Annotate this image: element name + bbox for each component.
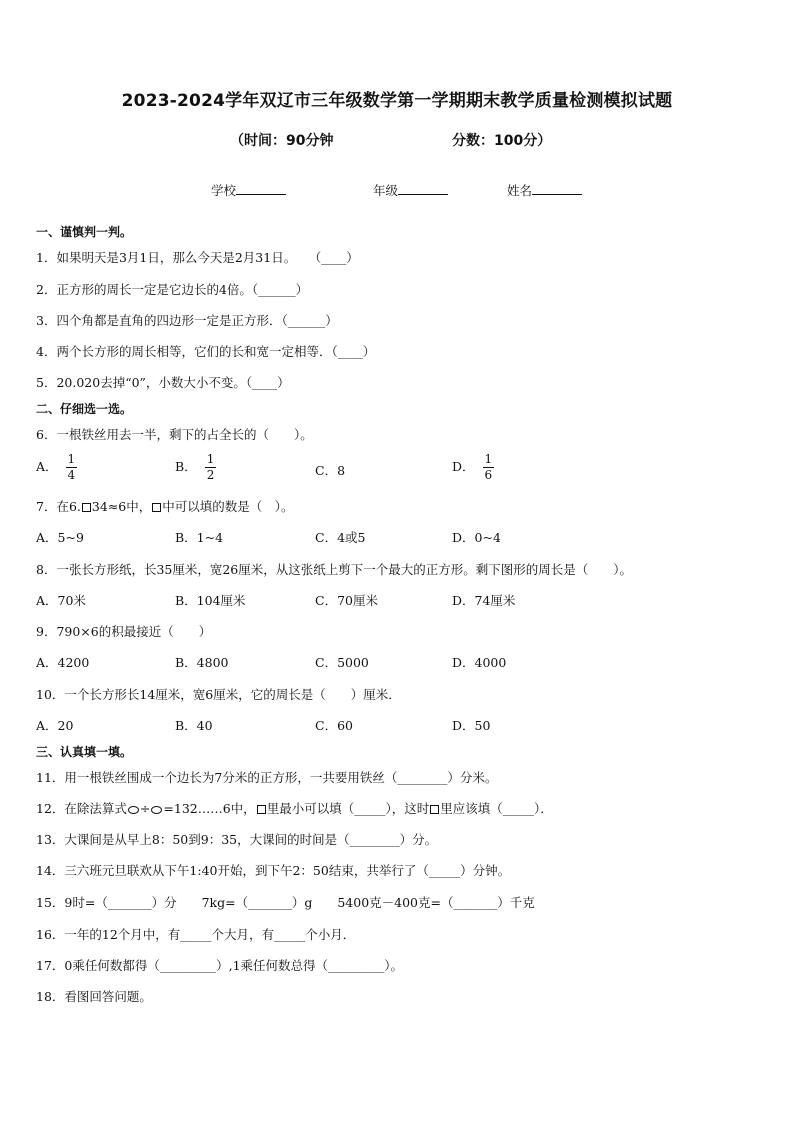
blank-square-icon [82,503,91,512]
question-5: 5．20.020去掉“0”，小数大小不变。（____） [36,375,290,390]
q6-option-c[interactable]: C．8 [315,463,346,478]
question-3: 3．四个角都是直角的四边形一定是正方形．（______） [36,313,338,328]
q6-option-d[interactable]: D． $\frac{1}{6}$ [452,452,493,482]
q8-option-c[interactable]: C．70厘米 [315,593,378,608]
question-10: 10．一个长方形长14厘米，宽6厘米，它的周长是（ ）厘米． [36,687,401,702]
question-8: 8．一张长方形纸，长35厘米，宽26厘米，从这张纸上剪下一个最大的正方形。剩下图形的周长是（ ）。 [36,562,633,577]
question-18: 18．看图回答问题。 [36,989,152,1004]
q9-option-c[interactable]: C．5000 [315,655,369,670]
q10-option-d[interactable]: D．50 [452,718,491,733]
grade-field [373,181,448,199]
question-9: 9．790×6的积最接近（ ） [36,624,212,639]
question-16: 16．一年的12个月中，有_____个大月，有_____个小月． [36,927,356,942]
question-2: 2．正方形的周长一定是它边长的4倍。（______） [36,282,309,297]
q6-option-b[interactable]: B． $\frac{1}{2}$ [175,452,215,482]
q8-option-b[interactable]: B．104厘米 [175,593,246,608]
blank-square-icon [430,805,439,814]
q7-option-d[interactable]: D．0~4 [452,530,501,545]
grade-label: 年级 [373,183,399,198]
student-info [0,181,794,199]
q8-option-d[interactable]: D．74厘米 [452,593,516,608]
blank-oval-icon [151,806,162,814]
fraction: $\frac{1}{6}$ [484,452,493,482]
school-blank[interactable] [236,182,286,195]
question-12: 12．在除法算式 ÷ =132……6中， 里最小可以填（_____），这时 里应该填（_____）． [36,801,553,816]
q10-option-c[interactable]: C．60 [315,718,353,733]
question-17: 17．0乘任何数都得（_________）,1乘任何数总得（_________）。 [36,958,404,973]
name-field [507,181,582,199]
question-14: 14．三六班元旦联欢从下午1:40开始，到下午2：50结束，共举行了（_____）分钟。 [36,863,511,878]
grade-blank[interactable] [398,182,448,195]
blank-square-icon [152,503,161,512]
exam-subtitle [0,130,794,150]
question-6: 6．一根铁丝用去一半，剩下的占全长的（ ）。 [36,427,313,442]
fraction: $\frac{1}{4}$ [67,452,76,482]
exam-title: 2023-2024学年双辽市三年级数学第一学期期末教学质量检测模拟试题 [121,91,673,111]
question-4: 4．两个长方形的周长相等，它们的长和宽一定相等．（____） [36,344,376,359]
q10-option-a[interactable]: A．20 [36,718,74,733]
q9-option-a[interactable]: A．4200 [36,655,90,670]
q7-option-a[interactable]: A．5~9 [36,530,84,545]
blank-square-icon [257,805,266,814]
question-7: 7．在6. 34≈6中， 中可以填的数是（ ）。 [36,499,294,514]
q7-option-b[interactable]: B．1~4 [175,530,224,545]
school-label: 学校 [211,183,237,198]
section-fill-in: 三、认真填一填。 [36,745,133,759]
name-blank[interactable] [532,182,582,195]
question-11: 11．用一根铁丝围成一个边长为7分米的正方形，一共要用铁丝（________）分米。 [36,770,498,785]
question-15: 15．9时=（_______）分 7kg=（_______）g 5400克－400克=（_______）千克 [36,895,535,910]
blank-oval-icon [128,806,139,814]
question-13: 13．大课间是从早上8：50到9：35，大课间的时间是（________）分。 [36,832,438,847]
q10-option-b[interactable]: B．40 [175,718,213,733]
exam-score: 分数：100分） [452,133,552,149]
q6-option-a[interactable]: A． $\frac{1}{4}$ [36,452,76,482]
question-1: 1．如果明天是3月1日，那么今天是2月31日。 （____） [36,250,359,265]
q9-option-b[interactable]: B．4800 [175,655,229,670]
q8-option-a[interactable]: A．70米 [36,593,86,608]
section-choice: 二、仔细选一选。 [36,402,133,416]
exam-time: （时间：90分钟 [230,133,334,149]
section-judgement: 一、谨慎判一判。 [36,225,133,239]
fraction: $\frac{1}{2}$ [206,452,215,482]
school-field [211,181,286,199]
q9-option-d[interactable]: D．4000 [452,655,507,670]
name-label: 姓名 [507,183,533,198]
q7-option-c[interactable]: C．4或5 [315,530,366,545]
